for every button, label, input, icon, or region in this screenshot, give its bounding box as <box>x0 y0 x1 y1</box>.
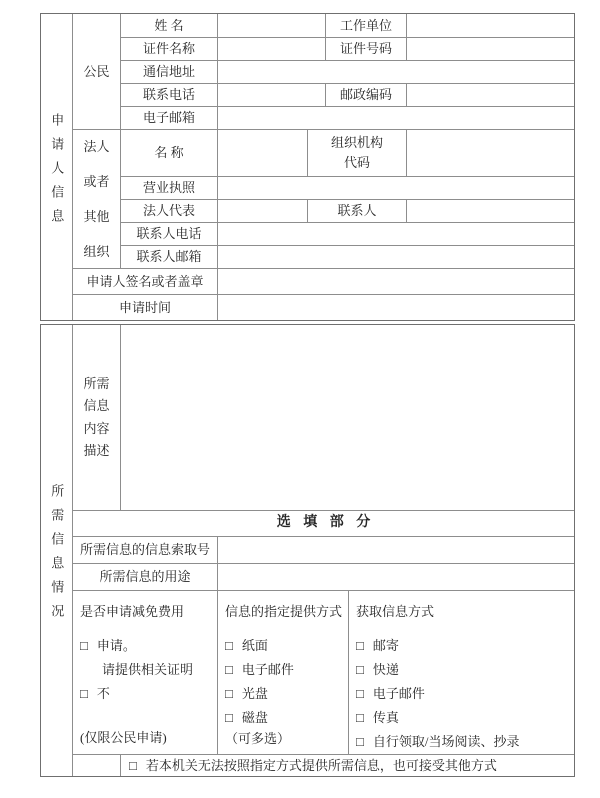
bottom-spacer-cell <box>72 754 120 776</box>
optional-part-header: 选 填 部 分 <box>72 510 574 536</box>
checkbox-icon: □ <box>80 638 88 653</box>
id-type-value-cell[interactable] <box>217 37 325 60</box>
option-label: 电子邮件 <box>372 686 425 701</box>
checkbox-icon: □ <box>129 757 137 773</box>
obtain-method-column <box>348 590 574 754</box>
purpose-label: 所需信息的用途 <box>72 563 217 590</box>
checkbox-icon: □ <box>356 638 364 653</box>
option-label: 电子邮件 <box>241 662 294 677</box>
delivery-disk-checkbox[interactable] <box>225 706 294 730</box>
obtain-mail-checkbox[interactable] <box>356 634 519 658</box>
work-unit-label: 工作单位 <box>325 14 406 37</box>
option-label: 自行领取/当场阅读、抄录 <box>372 734 520 749</box>
fee-waiver-no-checkbox[interactable] <box>80 682 193 706</box>
work-unit-value-cell[interactable] <box>406 14 574 37</box>
option-label: 申请。 <box>96 638 136 653</box>
citizen-name-label: 姓 名 <box>120 14 217 37</box>
address-label: 通信地址 <box>120 60 217 83</box>
contact-phone-value-cell[interactable] <box>217 222 574 245</box>
email-label: 电子邮箱 <box>120 106 217 129</box>
option-label: 光盘 <box>241 686 268 701</box>
contact-label: 联系人 <box>307 199 406 222</box>
applicant-section-side-label: 申请人信息 <box>49 112 65 233</box>
option-label: 传真 <box>372 710 399 725</box>
checkbox-icon: □ <box>225 710 233 725</box>
organization-group-label: 法人或者其他组织 <box>72 129 120 268</box>
org-code-value-cell[interactable] <box>406 129 574 176</box>
phone-label: 联系电话 <box>120 83 217 106</box>
fallback-note-label: 若本机关无法按照指定方式提供所需信息，也可接受其他方式 <box>145 757 497 773</box>
required-info-section-side-label: 所需信息情况 <box>49 484 65 628</box>
legal-rep-label: 法人代表 <box>120 199 217 222</box>
content-desc-label: 所需信息内容描述 <box>72 325 120 510</box>
content-desc-value-cell[interactable] <box>120 325 574 510</box>
delivery-method-column <box>217 590 348 754</box>
contact-email-value-cell[interactable] <box>217 245 574 268</box>
obtain-express-checkbox[interactable] <box>356 658 519 682</box>
legal-rep-value-cell[interactable] <box>217 199 307 222</box>
email-value-cell[interactable] <box>217 106 574 129</box>
apply-time-value-cell[interactable] <box>217 294 574 320</box>
phone-value-cell[interactable] <box>217 83 325 106</box>
purpose-value-cell[interactable] <box>217 563 574 590</box>
option-label: 快递 <box>372 662 399 677</box>
obtain-email-checkbox[interactable] <box>356 682 519 706</box>
id-number-value-cell[interactable] <box>406 37 574 60</box>
address-value-cell[interactable] <box>217 60 574 83</box>
obtain-method-title: 获取信息方式 <box>356 604 435 619</box>
delivery-paper-checkbox[interactable] <box>225 634 294 658</box>
fee-waiver-apply-note: 请提供相关证明 <box>102 662 194 677</box>
checkbox-icon: □ <box>356 686 364 701</box>
required-info-table <box>40 324 575 777</box>
option-label: 磁盘 <box>241 710 268 725</box>
obtain-fax-checkbox[interactable] <box>356 706 519 730</box>
citizen-name-value-cell[interactable] <box>217 14 325 37</box>
org-name-label: 名 称 <box>120 129 217 176</box>
checkbox-icon: □ <box>225 638 233 653</box>
apply-time-label: 申请时间 <box>72 294 217 320</box>
delivery-email-checkbox[interactable] <box>225 658 294 682</box>
contact-phone-label: 联系人电话 <box>120 222 217 245</box>
id-number-label: 证件号码 <box>325 37 406 60</box>
fallback-accept-checkbox[interactable] <box>120 754 574 776</box>
delivery-cd-checkbox[interactable] <box>225 682 294 706</box>
fee-waiver-title: 是否申请减免费用 <box>80 604 185 619</box>
citizen-group-label: 公民 <box>72 14 120 129</box>
license-label: 营业执照 <box>120 176 217 199</box>
postcode-value-cell[interactable] <box>406 83 574 106</box>
postcode-label: 邮政编码 <box>325 83 406 106</box>
option-label: 邮寄 <box>372 638 399 653</box>
index-no-value-cell[interactable] <box>217 536 574 563</box>
checkbox-icon: □ <box>356 734 364 749</box>
contact-value-cell[interactable] <box>406 199 574 222</box>
applicant-info-table <box>40 13 575 321</box>
signature-label: 申请人签名或者盖章 <box>72 268 217 294</box>
checkbox-icon: □ <box>225 686 233 701</box>
index-no-label: 所需信息的信息索取号 <box>72 536 217 563</box>
obtain-self-pickup-checkbox[interactable] <box>356 730 519 754</box>
checkbox-icon: □ <box>356 662 364 677</box>
option-label: 纸面 <box>241 638 268 653</box>
org-name-value-cell[interactable] <box>217 129 307 176</box>
delivery-method-footnote: （可多选） <box>225 731 291 746</box>
contact-email-label: 联系人邮箱 <box>120 245 217 268</box>
fee-waiver-footnote: (仅限公民申请) <box>80 730 167 745</box>
checkbox-icon: □ <box>356 710 364 725</box>
license-value-cell[interactable] <box>217 176 574 199</box>
signature-value-cell[interactable] <box>217 268 574 294</box>
id-type-label: 证件名称 <box>120 37 217 60</box>
checkbox-icon: □ <box>80 686 88 701</box>
fee-waiver-column <box>72 590 217 754</box>
delivery-method-title: 信息的指定提供方式 <box>225 604 343 619</box>
org-code-label: 组织机构代码 <box>307 129 406 176</box>
option-label: 不 <box>96 686 110 701</box>
checkbox-icon: □ <box>225 662 233 677</box>
fee-waiver-apply-checkbox[interactable] <box>80 634 193 658</box>
